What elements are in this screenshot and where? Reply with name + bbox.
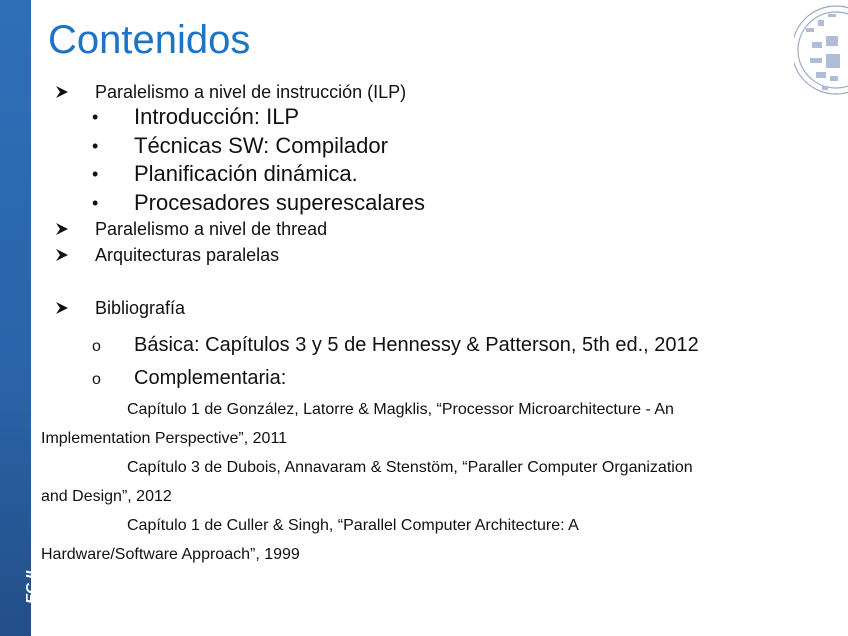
bib-basic-label: Básica: Capítulos 3 y 5 de Hennessy & Patterson, 5th ed., 2012 — [134, 334, 699, 356]
outline-item-arch-label: Arquitecturas paralelas — [95, 245, 280, 265]
side-label-text: EC II — [23, 570, 40, 604]
circle-bullet-icon: o — [92, 371, 101, 388]
subitem-1-label: Introducción: ILP — [134, 104, 300, 129]
reference-1-line-2: Implementation Perspective”, 2011 — [41, 430, 288, 447]
dot-bullet-icon: • — [92, 193, 99, 213]
arrowhead-bullet-icon — [55, 248, 69, 262]
arrowhead-bullet-icon — [55, 301, 69, 315]
outline-item-ilp-label: Paralelismo a nivel de instrucción (ILP) — [95, 82, 407, 102]
slide-title: Contenidos — [48, 18, 251, 62]
subitem-3-label: Planificación dinámica. — [134, 161, 358, 186]
arrowhead-bullet-icon — [55, 85, 69, 99]
arrowhead-bullet-icon — [55, 222, 69, 236]
subitem-2-label: Técnicas SW: Compilador — [134, 133, 388, 158]
subitem-4-label: Procesadores superescalares — [134, 190, 426, 215]
circle-bullet-icon: o — [92, 338, 101, 355]
dot-bullet-icon: • — [92, 164, 99, 184]
reference-3-line-1: Capítulo 1 de Culler & Singh, “Parallel Computer Architecture: A — [127, 517, 579, 534]
university-seal-logo — [794, 0, 848, 112]
reference-2-line-2: and Design”, 2012 — [41, 488, 172, 505]
outline-item-thread-label: Paralelismo a nivel de thread — [95, 219, 328, 239]
reference-2-line-1: Capítulo 3 de Dubois, Annavaram & Stenstöm, “Paraller Computer Organization — [127, 459, 693, 476]
dot-bullet-icon: • — [92, 107, 99, 127]
dot-bullet-icon: • — [92, 136, 99, 156]
reference-1-line-1: Capítulo 1 de González, Latorre & Magklis, “Processor Microarchitecture - An — [127, 401, 674, 418]
bib-complementary-label: Complementaria: — [134, 367, 287, 389]
outline-item-bibliography-label: Bibliografía — [95, 298, 186, 318]
side-bar — [0, 0, 40, 636]
reference-3-line-2: Hardware/Software Approach”, 1999 — [41, 546, 300, 563]
